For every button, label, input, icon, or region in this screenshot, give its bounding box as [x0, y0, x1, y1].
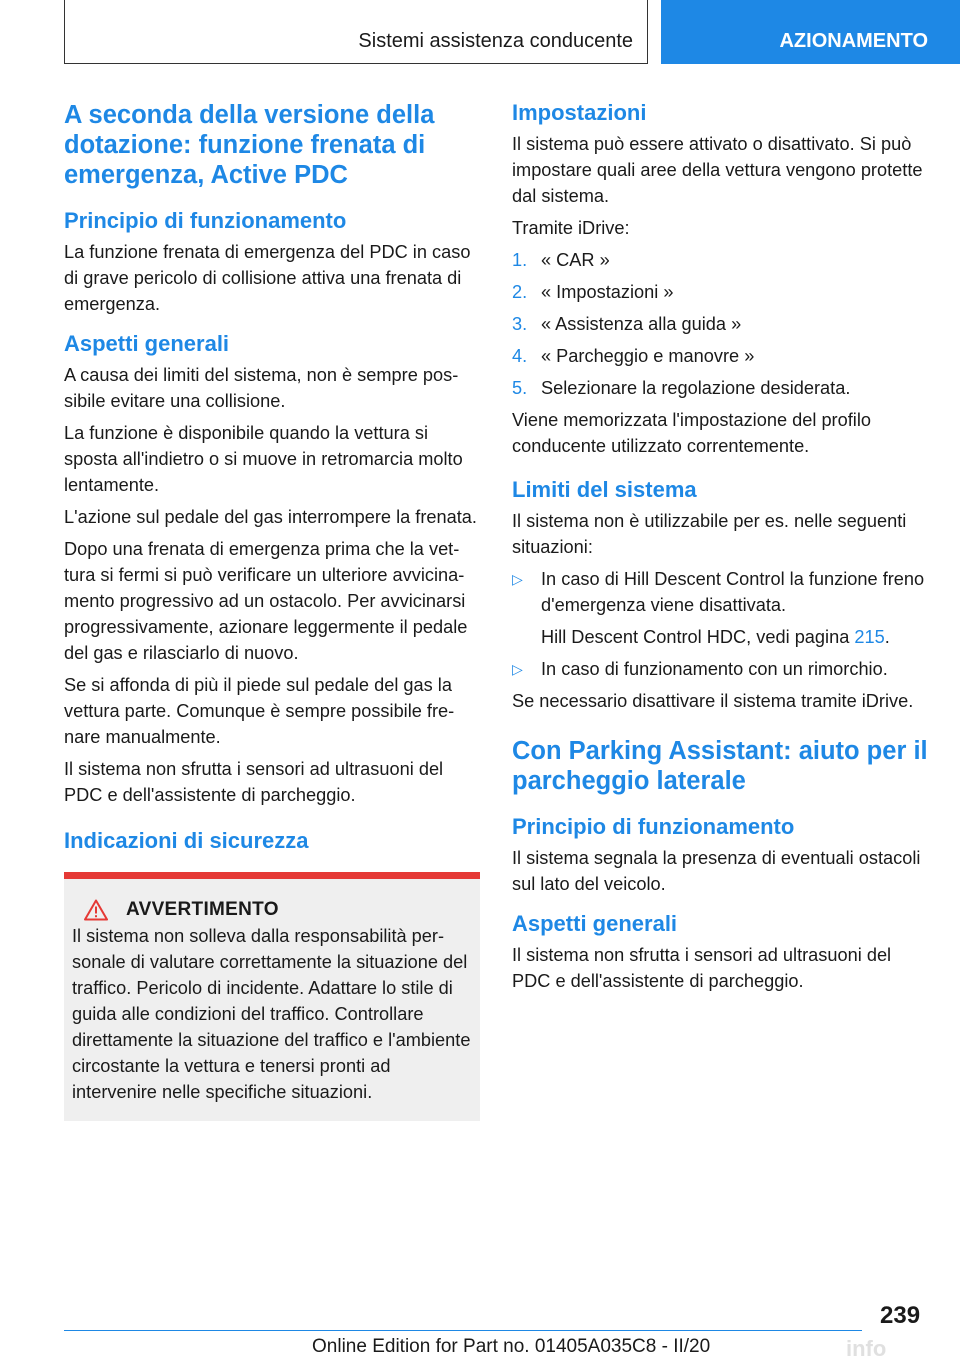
warning-title: AVVERTIMENTO: [126, 899, 279, 920]
general-p6: Il sistema non sfrutta i sensori ad ultrasuoni del PDC e dell'assistente di parcheggio.: [64, 759, 444, 805]
heading-limits: Limiti del sistema: [512, 477, 697, 502]
heading-principle: Principio di funzionamento: [64, 208, 347, 233]
heading-general: Aspetti generali: [64, 331, 230, 356]
heading-settings: Impostazioni: [512, 100, 647, 125]
footer-edition: Online Edition for Part no. 01405A035C8 - II/20: [312, 1336, 711, 1357]
section-title-emergency-brake: A seconda della versione della dotazione: funzione frenata di emergenza, Active PDC: [64, 101, 435, 189]
footer-rule: [64, 1330, 862, 1331]
limits-list: [512, 566, 932, 682]
triangle-bullet-icon: ▷: [512, 661, 523, 677]
page-number: 239: [880, 1302, 921, 1329]
parking-general-section: [512, 911, 932, 994]
warning-text: Il sistema non solleva dalla responsabilità personale di valutare correttamente la situazione del traffico. Pericolo di incidente. Adattare lo stile di guida alle condizioni del traffico. Controllare direttamente la situazione del traffico e l'ambiente circostante la vettura e tenersi pronti ad intervenire nelle specifiche situazioni.: [72, 926, 471, 1102]
page-link-215[interactable]: 215: [854, 627, 885, 647]
header-chapter-label: AZIONAMENTO: [779, 30, 928, 52]
heading-parking-principle: Principio di funzionamento: [512, 814, 795, 839]
section-title-parking-assistant: Con Parking Assistant: aiuto per il parcheggio laterale: [512, 737, 928, 795]
parking-principle-text: Il sistema segnala la presenza di eventuali ostacoli sul lato del veicolo.: [512, 848, 921, 894]
parking-section: [512, 736, 932, 994]
list-item: ▷ In caso di funzionamento con un rimorchio.: [512, 656, 932, 682]
step-item: 1. « CAR »: [512, 250, 610, 270]
step-item: 2. « Impostazioni »: [512, 282, 674, 302]
heading-safety: Indicazioni di sicurezza: [64, 828, 309, 853]
step-item: 5. Selezionare la regolazione desiderata.: [512, 378, 851, 398]
settings-p3: Viene memorizzata l'impostazione del profilo conducente utilizzato correntemente.: [512, 410, 871, 456]
list-item: ▷ In caso di Hill Descent Control la funzione freno d'emergenza viene disattivata. Hill Descent Control HDC, vedi pagina 215.: [512, 566, 932, 650]
right-column: [512, 100, 932, 1000]
settings-steps: [512, 247, 932, 401]
general-section: [64, 331, 480, 808]
cross-reference: Hill Descent Control HDC, vedi pagina 215.: [541, 627, 890, 647]
general-p3: L'azione sul pedale del gas interrompere la frenata.: [64, 507, 477, 527]
parking-general-text: Il sistema non sfrutta i sensori ad ultrasuoni del PDC e dell'assistente di parcheggio.: [512, 945, 892, 991]
safety-section: [64, 828, 480, 1121]
heading-parking-general: Aspetti generali: [512, 911, 678, 936]
triangle-bullet-icon: ▷: [512, 571, 523, 587]
watermark: info: [846, 1336, 887, 1361]
warning-triangle-icon: [84, 899, 108, 921]
limits-p1: Il sistema non è utilizzabile per es. nelle seguenti situazioni:: [512, 511, 907, 557]
header-section-box: [64, 0, 648, 64]
general-p1: A causa dei limiti del sistema, non è sempre possibile evitare una collisione.: [64, 365, 459, 411]
limits-p2: Se necessario disattivare il sistema tramite iDrive.: [512, 691, 914, 711]
warning-header: [72, 899, 472, 921]
warning-bar: [64, 872, 480, 879]
step-item: 3. « Assistenza alla guida »: [512, 314, 742, 334]
step-item: 4. « Parcheggio e manovre »: [512, 346, 755, 366]
principle-text: La funzione frenata di emergenza del PDC in caso di grave pericolo di collisione attiva una frenata di emergenza.: [64, 242, 471, 314]
general-p2: La funzione è disponibile quando la vettura si sposta all'indietro o si muove in retromarcia molto lentamente.: [64, 423, 463, 495]
settings-p1: Il sistema può essere attivato o disattivato. Si può impostare quali aree della vettura vengono protette dal sistema.: [512, 134, 923, 206]
settings-p2: Tramite iDrive:: [512, 218, 630, 238]
warning-box: [64, 879, 480, 1121]
limits-section: [512, 477, 932, 714]
header-section-title: Sistemi assistenza conducente: [358, 30, 633, 52]
general-p4: Dopo una frenata di emergenza prima che la vettura si fermi si può verificare un ulteriore avvicinamento progressivo ad un ostacolo. Per avvicinarsi progressivamente, azionare leggermente il pedale del gas e rilasciarlo di nuovo.: [64, 539, 468, 663]
left-column: [64, 100, 480, 1121]
general-p5: Se si affonda di più il piede sul pedale del gas la vettura parte. Comunque è sempre possibile frenare manualmente.: [64, 675, 455, 747]
header-chapter-tab[interactable]: [661, 0, 960, 64]
